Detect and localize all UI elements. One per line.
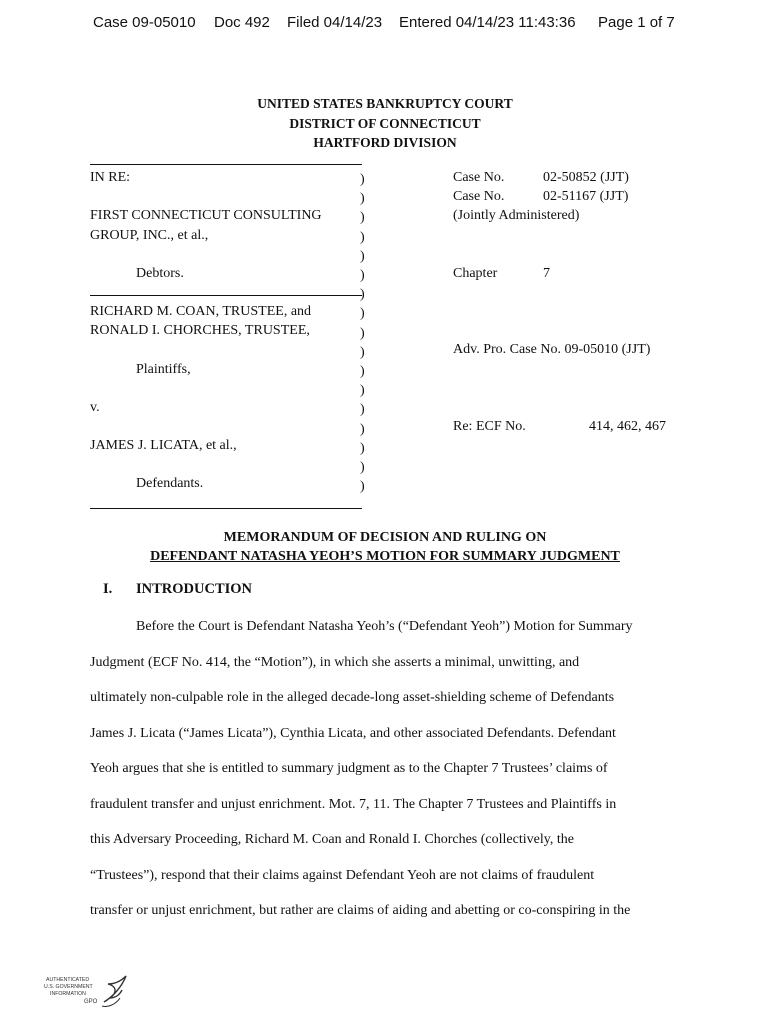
body-line: Yeoh argues that she is entitled to summary judgment as to the Chapter 7 Trustees’ claims of	[90, 761, 608, 776]
jointly-administered: (Jointly Administered)	[453, 208, 580, 223]
body-line: transfer or unjust enrichment, but rather are claims of aiding and abetting or co-conspiring in the	[90, 903, 631, 918]
plaintiffs-line1: RICHARD M. COAN, TRUSTEE, and	[90, 304, 312, 319]
case-no-value-2: 02-51167 (JJT)	[543, 189, 629, 204]
case-no-label-2: Case No.	[453, 189, 505, 204]
defendants-label: Defendants.	[136, 476, 204, 491]
adv-pro-case-number: Adv. Pro. Case No. 09-05010 (JJT)	[453, 342, 651, 357]
svg-text:INFORMATION: INFORMATION	[50, 991, 86, 997]
svg-text:GPO: GPO	[84, 999, 98, 1005]
ecf-value: 414, 462, 467	[589, 419, 666, 434]
header-doc-number: Doc 492	[214, 14, 270, 31]
section-heading: INTRODUCTION	[136, 581, 253, 597]
ecf-label: Re: ECF No.	[453, 419, 526, 434]
caption-parentheses: ) ) ) ) ) ) ) ) ) ) ) ) ) ) ) ) )	[360, 172, 365, 495]
debtor-name-line2: GROUP, INC., et al.,	[90, 228, 209, 243]
plaintiffs-line2: RONALD I. CHORCHES, TRUSTEE,	[90, 323, 310, 338]
section-number: I.	[103, 581, 113, 597]
body-line: Judgment (ECF No. 414, the “Motion”), in which she asserts a minimal, unwitting, and	[90, 654, 580, 670]
body-paragraph	[90, 619, 690, 939]
chapter-value: 7	[543, 266, 550, 281]
body-line: “Trustees”), respond that their claims against Defendant Yeoh are not claims of fraudulent	[90, 867, 595, 883]
gpo-authentication-logo	[44, 972, 134, 1014]
document-title: MEMORANDUM OF DECISION AND RULING ON DEFENDANT NATASHA YEOH’S MOTION FOR SUMMARY JUDGMENT	[150, 530, 620, 564]
case-no-label-1: Case No.	[453, 170, 505, 185]
header-case-number: Case 09-05010	[93, 14, 196, 31]
case-no-value-1: 02-50852 (JJT)	[543, 170, 629, 185]
caption-rule-middle	[90, 295, 362, 296]
header-entered-date: Entered 04/14/23 11:43:36	[399, 14, 576, 31]
svg-text:U.S. GOVERNMENT: U.S. GOVERNMENT	[44, 984, 93, 990]
body-line: ultimately non-culpable role in the alleged decade-long asset-shielding scheme of Defendants	[90, 690, 615, 705]
gpo-eagle-icon	[44, 972, 134, 1014]
body-line: this Adversary Proceeding, Richard M. Coan and Ronald I. Chorches (collectively, the	[90, 832, 574, 847]
header-filed-date: Filed 04/14/23	[287, 14, 383, 31]
debtors-label: Debtors.	[136, 266, 184, 281]
header-page-number: Page 1 of 7	[598, 14, 675, 31]
body-line: James J. Licata (“James Licata”), Cynthia Licata, and other associated Defendants. Defendant	[90, 725, 616, 741]
plaintiffs-label: Plaintiffs,	[136, 362, 191, 377]
svg-text:AUTHENTICATED: AUTHENTICATED	[46, 977, 90, 983]
body-line: fraudulent transfer and unjust enrichment. Mot. 7, 11. The Chapter 7 Trustees and Plaintiffs in	[90, 796, 617, 812]
court-name: UNITED STATES BANKRUPTCY COURT DISTRICT OF CONNECTICUT HARTFORD DIVISION	[257, 96, 513, 150]
defendants-name: JAMES J. LICATA, et al.,	[90, 438, 237, 453]
debtor-name-line1: FIRST CONNECTICUT CONSULTING	[90, 208, 322, 223]
in-re-label: IN RE:	[90, 170, 131, 185]
caption-rule-bottom	[90, 508, 362, 509]
caption-rule-top	[90, 164, 362, 165]
versus-label: v.	[90, 400, 100, 415]
chapter-label: Chapter	[453, 266, 498, 281]
body-line: Before the Court is Defendant Natasha Yeoh’s (“Defendant Yeoh”) Motion for Summary	[136, 619, 633, 634]
